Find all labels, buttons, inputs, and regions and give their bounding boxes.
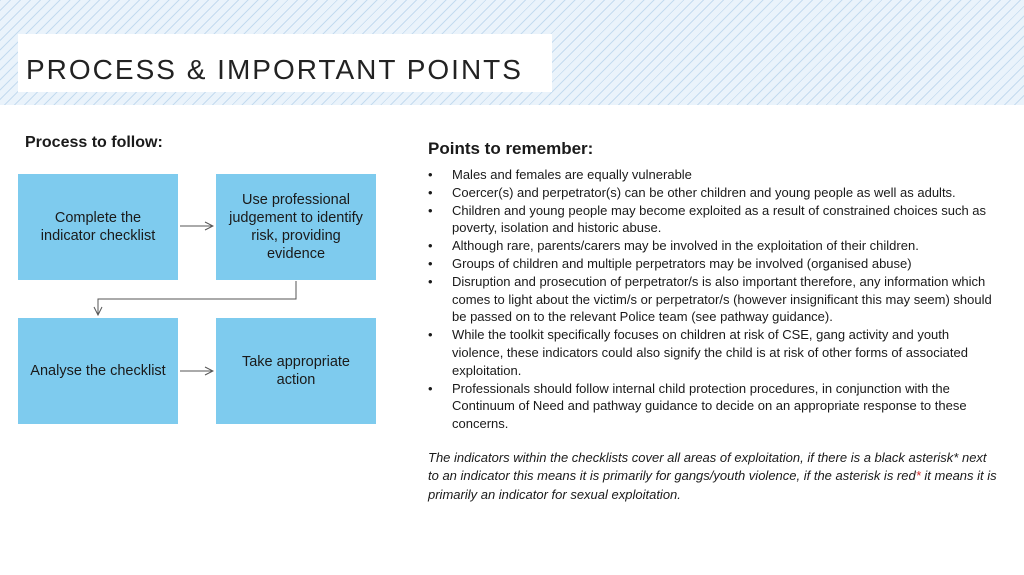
red-asterisk: * [915, 468, 921, 484]
page-title: PROCESS & IMPORTANT POINTS [26, 54, 523, 85]
list-item: • Males and females are equally vulnerable [428, 167, 692, 182]
list-item: • While the toolkit specifically focuses on children at risk of CSE, gang activity and youth violence, these indicators could also signify the child is at risk of other forms of associated exploitation. [428, 327, 968, 378]
list-item: • Coercer(s) and perpetrator(s) can be other children and young people as well as adults. [428, 184, 956, 200]
bullet-icon: • [428, 238, 433, 254]
arrow-step2-to-step3 [98, 281, 296, 315]
step-label: Take appropriate action [241, 354, 350, 388]
list-item: • Disruption and prosecution of perpetrator/s is also important therefore, any information which comes to light about the victim/s or perpetrator/s (however insignificant this may seem) should be passed on to the relevant Police team (see pathway guidance). [428, 273, 992, 325]
bullet-icon: • [428, 202, 433, 218]
bullet-icon: • [428, 380, 433, 396]
asterisk-note: The indicators within the checklists cover all areas of exploitation, if there is a black asterisk* next to an indicator this means it is primarily for gangs/youth violence, if the asterisk is red* it means it is primarily an indicator for sexual exploitation. [428, 449, 997, 502]
step-label: Complete the indicator checklist [40, 210, 156, 244]
list-item: • Children and young people may become exploited as a result of constrained choices such as poverty, isolation and historic abuse. [428, 202, 987, 236]
step-label: Use professional judgement to identify risk, providing evidence [229, 192, 363, 262]
bullet-icon: • [428, 184, 433, 200]
bullet-icon: • [428, 273, 433, 289]
bullet-icon: • [428, 167, 433, 182]
bullet-icon: • [428, 255, 433, 271]
list-item: • Professionals should follow internal child protection procedures, in conjunction with the Continuum of Need and pathway guidance to decide on an appropriate response to these concerns. [428, 380, 967, 432]
points-heading: Points to remember: [428, 139, 594, 158]
bullet-icon: • [428, 327, 433, 343]
step-label: Analyse the checklist [30, 363, 166, 379]
list-item: • Groups of children and multiple perpetrators may be involved (organised abuse) [428, 255, 912, 271]
list-item: • Although rare, parents/carers may be involved in the exploitation of their children. [428, 238, 919, 254]
points-list [428, 166, 998, 433]
process-heading: Process to follow: [25, 134, 163, 151]
points-section [428, 138, 998, 517]
